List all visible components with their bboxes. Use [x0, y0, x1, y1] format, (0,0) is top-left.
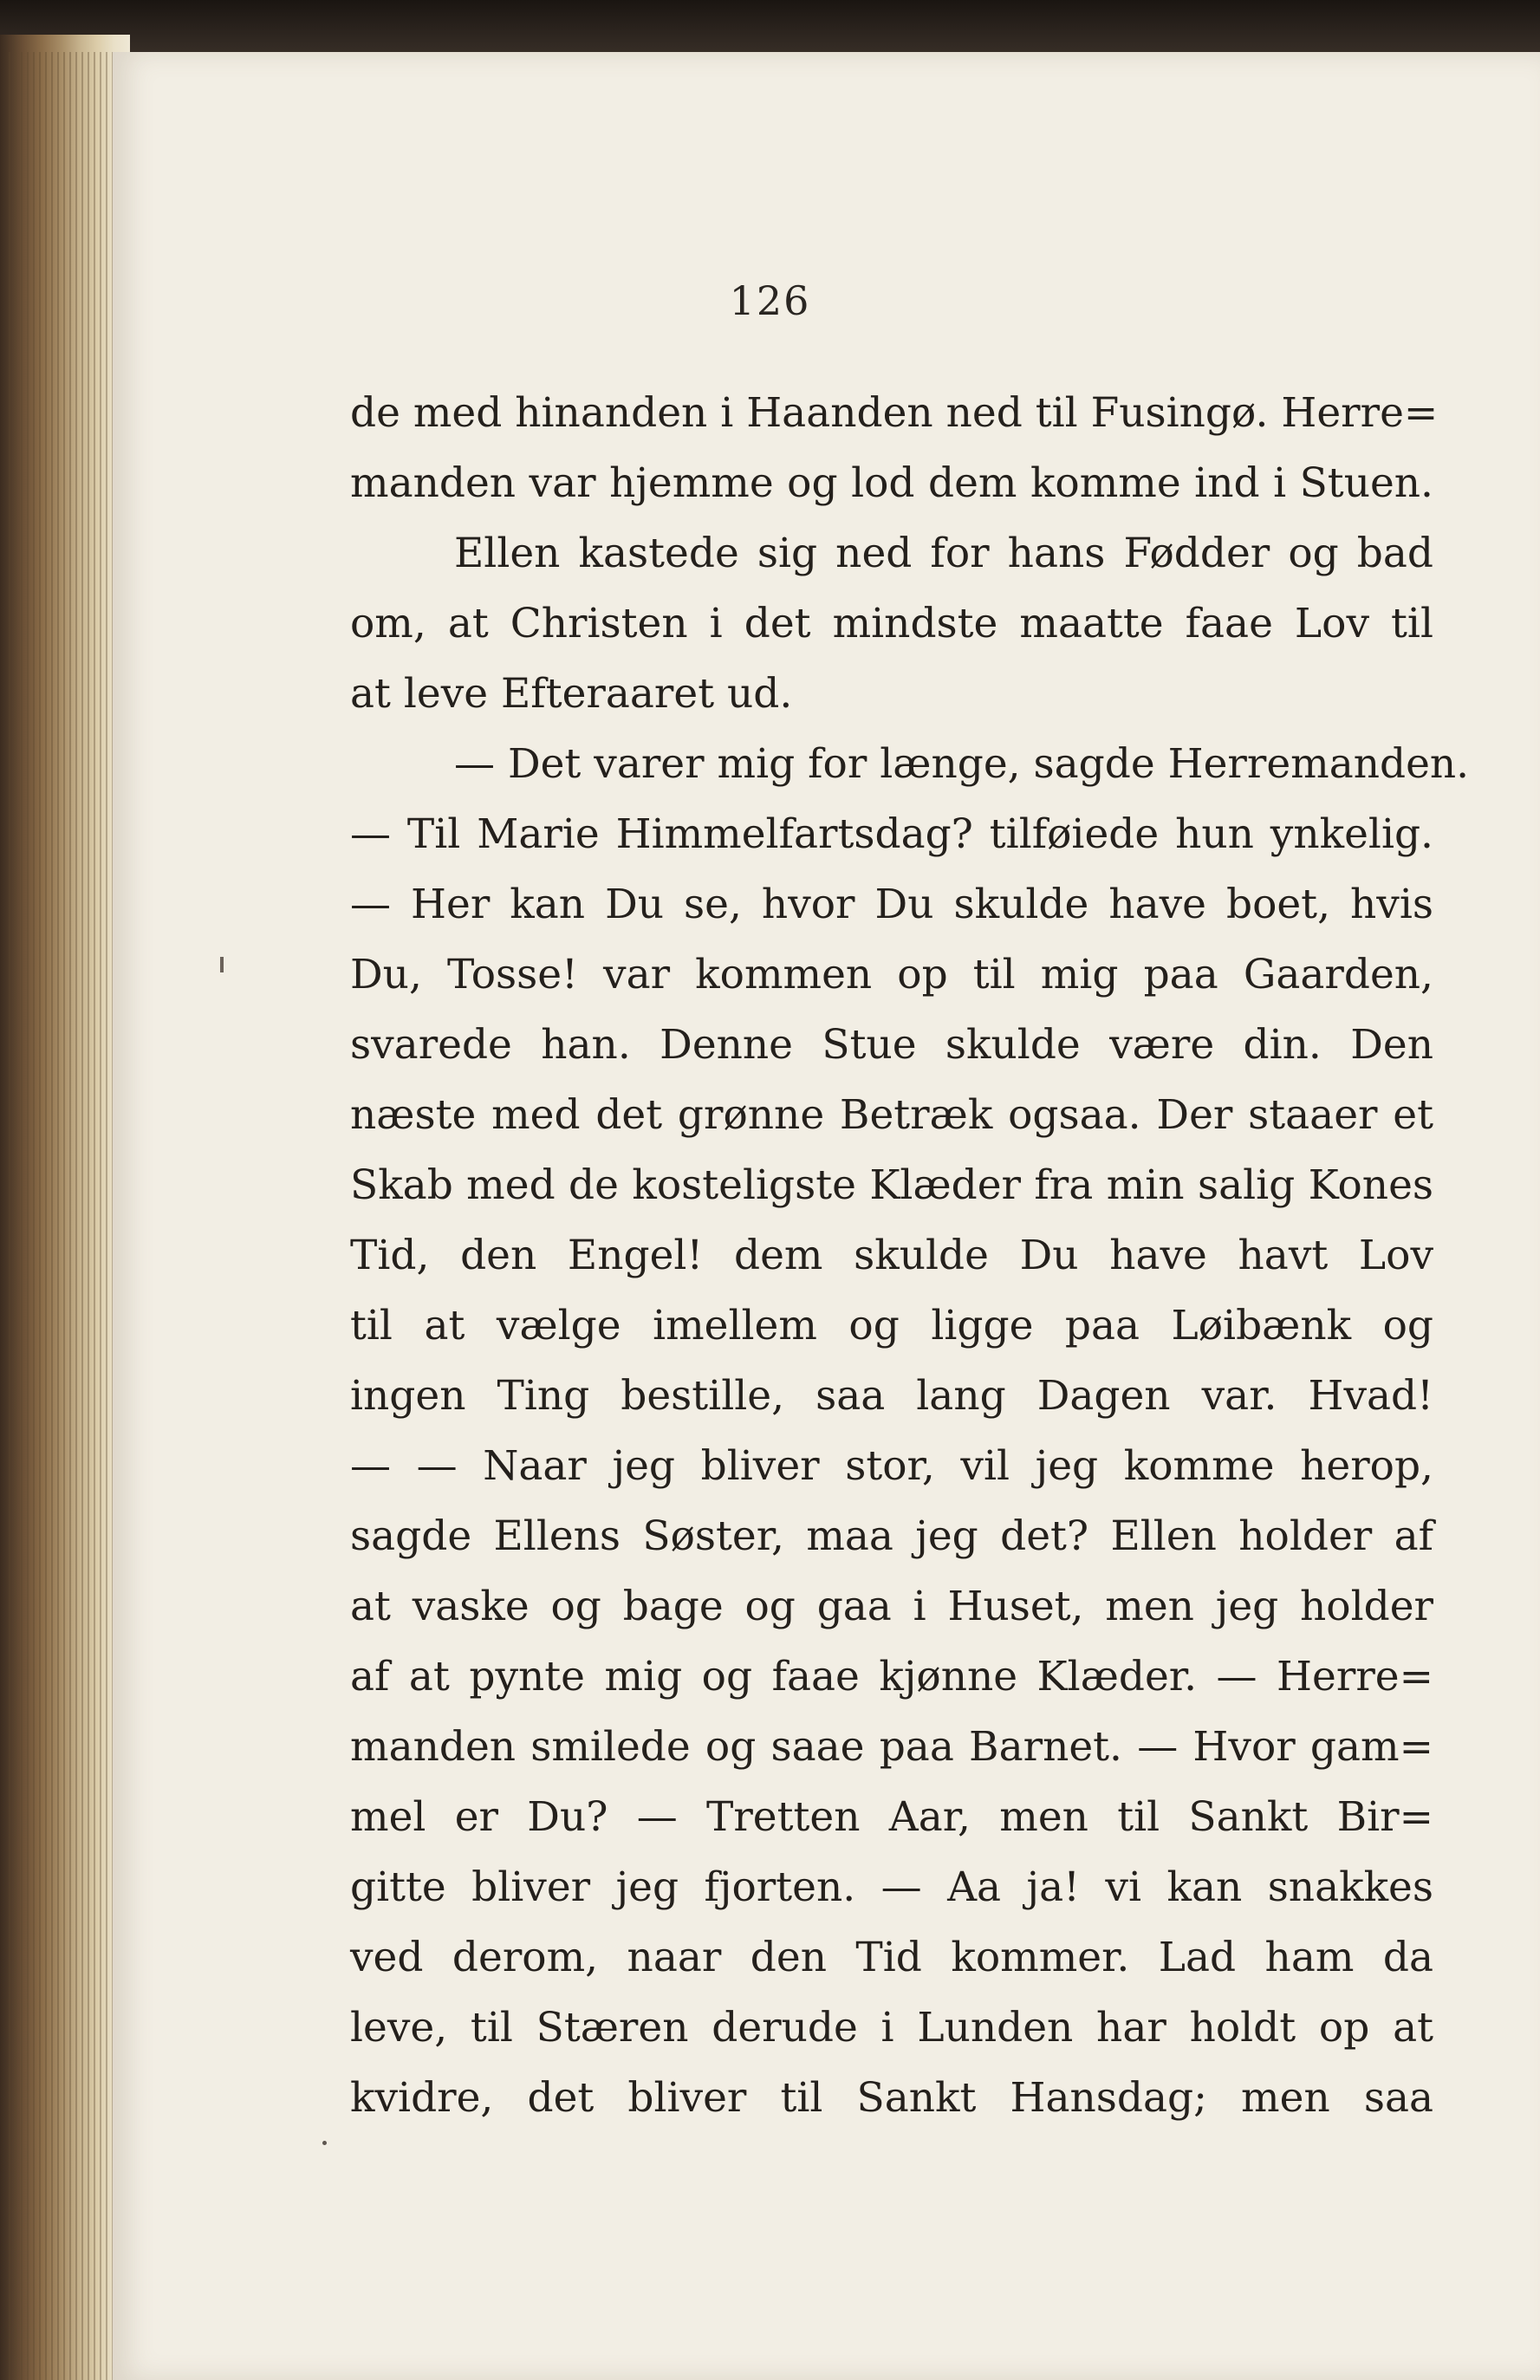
text-line: gitte bliver jeg fjorten. — Aa ja! vi kan snakkes — [350, 1863, 1433, 1911]
margin-mark — [220, 957, 224, 972]
page-text — [350, 378, 1470, 2133]
text-line: — Til Marie Himmelfartsdag? tilføiede hun ynkelig. — [350, 810, 1433, 858]
text-line: — Her kan Du se, hvor Du skulde have boet, hvis — [350, 881, 1433, 928]
text-line: mel er Du? — Tretten Aar, men til Sankt Bir= — [350, 1793, 1433, 1841]
text-line: svarede han. Denne Stue skulde være din. Den — [350, 1021, 1433, 1069]
text-line: leve, til Stæren derude i Lunden har holdt op at — [350, 2004, 1433, 2052]
text-line: manden var hjemme og lod dem komme ind i Stuen. — [350, 459, 1433, 507]
text-line: Ellen kastede sig ned for hans Fødder og bad — [454, 530, 1433, 577]
page-number: 126 — [729, 277, 811, 324]
text-line: at vaske og bage og gaa i Huset, men jeg holder — [350, 1583, 1433, 1630]
text-line: de med hinanden i Haanden ned til Fusingø. Herre= — [350, 389, 1439, 437]
text-line: næste med det grønne Betræk ogsaa. Der staaer et — [350, 1091, 1433, 1139]
text-line: kvidre, det bliver til Sankt Hansdag; men saa — [350, 2074, 1433, 2122]
text-line: ingen Ting bestille, saa lang Dagen var. Hvad! — [350, 1372, 1433, 1420]
text-line: om, at Christen i det mindste maatte faae Lov til — [350, 600, 1433, 647]
text-line: — — Naar jeg bliver stor, vil jeg komme herop, — [350, 1442, 1433, 1490]
text-line: Tid, den Engel! dem skulde Du have havt Lov — [350, 1232, 1433, 1279]
text-line: til at vælge imellem og ligge paa Løibænk og — [350, 1302, 1433, 1349]
text-line: sagde Ellens Søster, maa jeg det? Ellen holder af — [350, 1512, 1433, 1560]
page-edges — [9, 52, 113, 2380]
text-line: ved derom, naar den Tid kommer. Lad ham da — [350, 1934, 1433, 1981]
text-line: Skab med de kosteligste Klæder fra min salig Kones — [350, 1161, 1433, 1209]
text-line: Du, Tosse! var kommen op til mig paa Gaarden, — [350, 951, 1433, 998]
text-line: af at pynte mig og faae kjønne Klæder. — Herre= — [350, 1653, 1433, 1700]
text-line: — Det varer mig for længe, sagde Herremanden. — [454, 740, 1470, 788]
text-line: manden smilede og saae paa Barnet. — Hvor gam= — [350, 1723, 1433, 1771]
text-line: at leve Efteraaret ud. — [350, 670, 793, 718]
margin-dot — [322, 2141, 327, 2145]
